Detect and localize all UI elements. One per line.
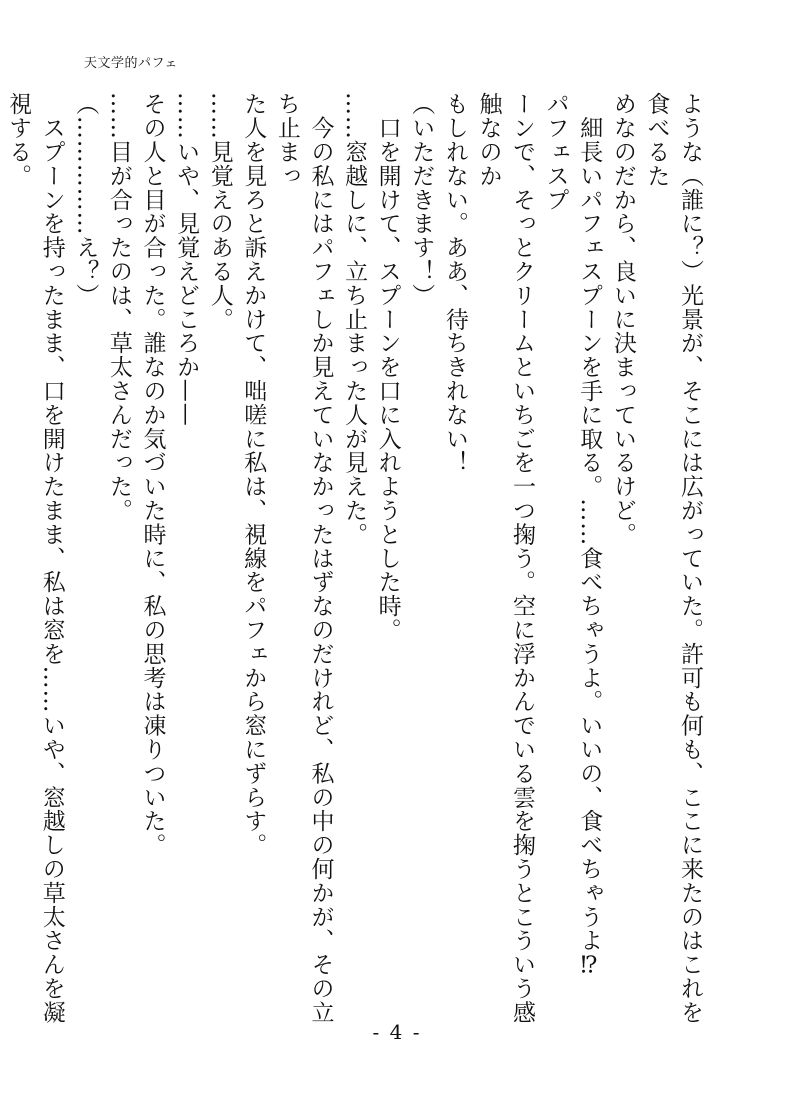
text-line: めなのだから、良いに決まっているけど。: [609, 92, 636, 547]
novel-body-text: [5, 92, 706, 1027]
text-line: [0, 92, 1, 1027]
text-line: ……見覚えのある人。: [206, 92, 233, 331]
text-line: ……いや、見覚えどころか——: [173, 92, 200, 427]
page-number: - 4 -: [372, 1020, 422, 1044]
text-line: 今の私にはパフェしか見えていなかったはずなのだけれど、私の中の何かが、その立ち止まっ: [273, 92, 334, 1025]
running-header: 天文学的パフェ: [84, 56, 178, 71]
text-line: （……………え？）: [72, 92, 99, 308]
text-line: （いただきます！）: [408, 92, 435, 308]
text-line: ……窓越しに、立ち止まった人が見えた。: [341, 92, 368, 547]
text-line: た人を見ろと訴えかけて、咄嗟に私は、視線をパフェから窓にずらす。: [240, 92, 267, 857]
text-line: スプーンを持ったまま、口を開けたまま、私は窓を……いや、窓越しの草太さんを凝視する。: [5, 92, 65, 1025]
text-line: もしれない。ああ、待ちきれない！: [441, 92, 468, 475]
text-line: 細長いパフェスプーンを手に取る。……食べちゃうよ。いいの、食べちゃうよ⁉ パフェスプ: [542, 92, 603, 1004]
text-line: その人と目が合った。誰なのか気づいた時に、私の思考は凍りついた。: [139, 92, 166, 857]
text-line: ような（誰に？）光景が、そこには広がっていた。許可も何も、ここに来たのはこれを食べるた: [643, 92, 703, 1025]
text-line: ……目が合ったのは、草太さんだった。: [105, 92, 132, 523]
text-line: ーンで、そっとクリームといちごを一つ掬う。空に浮かんでいる雲を掬うとこういう感触なのか: [475, 92, 536, 1025]
text-line: 口を開けて、スプーンを口に入れようとした時。: [374, 92, 401, 642]
